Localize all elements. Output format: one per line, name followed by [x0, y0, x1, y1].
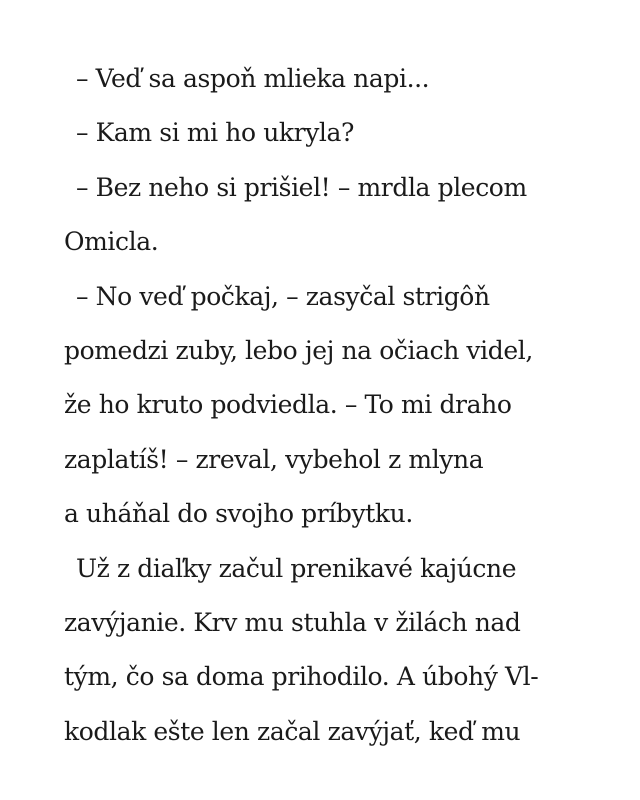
text-line: pomedzi zuby, lebo jej na očiach videl,: [64, 335, 533, 365]
text-line: zaplatíš! – zreval, vybehol z mlyna: [64, 444, 484, 474]
text-line: – Kam si mi ho ukryla?: [76, 118, 355, 148]
text-line: Omicla.: [64, 227, 159, 257]
text-line: – Veď sa aspoň mlieka napi...: [76, 64, 430, 93]
text-line: zavýjanie. Krv mu stuhla v žilách nad: [64, 607, 521, 637]
text-line: že ho kruto podviedla. – To mi draho: [64, 390, 512, 420]
text-line: a uháňal do svojho príbytku.: [64, 499, 413, 529]
text-line: tým, čo sa doma prihodilo. A úbohý Vl-: [64, 662, 539, 692]
page-text: [64, 52, 584, 759]
text-line: kodlak ešte len začal zavýjať, keď mu: [64, 716, 521, 746]
text-line: Už z diaľky začul prenikavé kajúcne: [76, 553, 517, 583]
text-line: – Bez neho si prišiel! – mrdla plecom: [76, 172, 527, 202]
text-line: – No veď počkaj, – zasyčal strigôň: [76, 281, 490, 311]
